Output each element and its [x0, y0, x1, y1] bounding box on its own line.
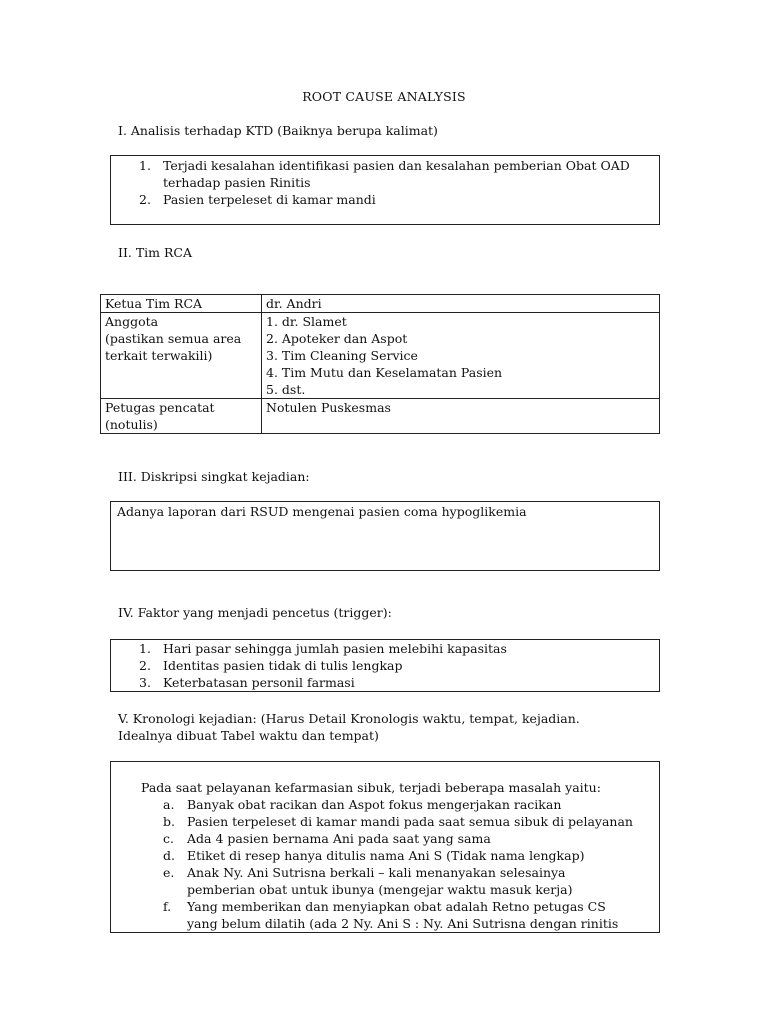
section-4-box	[110, 639, 660, 692]
list-item-text: Pasien terpeleset di kamar mandi	[163, 192, 376, 207]
rca-team-table	[100, 294, 660, 434]
section-2-heading: II. Tim RCA	[118, 245, 192, 260]
incident-description: Adanya laporan dari RSUD mengenai pasien coma hypoglikemia	[117, 504, 527, 519]
section-1-heading: I. Analisis terhadap KTD (Baiknya berupa kalimat)	[118, 123, 438, 138]
list-item: 2. Identitas pasien tidak di tulis lengkap	[139, 658, 403, 673]
list-item: b. Pasien terpeleset di kamar mandi pada saat semua sibuk di pelayanan	[163, 814, 633, 829]
section-5-box	[110, 761, 660, 933]
trigger-list	[111, 640, 659, 691]
section-3-heading: III. Diskripsi singkat kejadian:	[118, 469, 310, 484]
list-item: d. Etiket di resep hanya ditulis nama Ani S (Tidak nama lengkap)	[163, 848, 585, 863]
table-row	[101, 295, 660, 313]
list-item: e. Anak Ny. Ani Sutrisna berkali – kali menanyakan selesainya pemberian obat untuk ibunya (mengejar waktu masuk kerja)	[163, 865, 573, 897]
table-cell-value: dr. Andri	[262, 295, 660, 313]
chronology-intro: Pada saat pelayanan kefarmasian sibuk, terjadi beberapa masalah yaitu:	[141, 780, 601, 795]
table-row	[101, 313, 660, 399]
list-item: 1. Hari pasar sehingga jumlah pasien melebihi kapasitas	[139, 641, 507, 656]
section-4-heading: IV. Faktor yang menjadi pencetus (trigger):	[118, 605, 392, 620]
list-item: c. Ada 4 pasien bernama Ani pada saat yang sama	[163, 831, 491, 846]
table-cell-value: Notulen Puskesmas	[262, 399, 660, 434]
table-cell-value: 1. dr. Slamet 2. Apoteker dan Aspot 3. Tim Cleaning Service 4. Tim Mutu dan Keselamatan Pasien 5. dst.	[262, 313, 660, 399]
ktd-list	[111, 157, 659, 208]
list-item: 2. Pasien terpeleset di kamar mandi	[139, 192, 376, 207]
table-row	[101, 399, 660, 434]
list-item-text: Terjadi kesalahan identifikasi pasien dan kesalahan pemberian Obat OAD terhadap pasien Rinitis	[163, 158, 630, 190]
table-cell-label: Ketua Tim RCA	[101, 295, 262, 313]
section-5-heading-cont: Idealnya dibuat Tabel waktu dan tempat)	[118, 728, 379, 743]
list-item: 1. Terjadi kesalahan identifikasi pasien dan kesalahan pemberian Obat OAD terhadap pasien Rinitis	[139, 158, 630, 190]
list-item: a. Banyak obat racikan dan Aspot fokus mengerjakan racikan	[163, 797, 562, 812]
table-cell-label: Anggota (pastikan semua area terkait terwakili)	[101, 313, 262, 399]
section-5-heading: V. Kronologi kejadian: (Harus Detail Kronologis waktu, tempat, kejadian.	[118, 711, 580, 726]
table-cell-label: Petugas pencatat (notulis)	[101, 399, 262, 434]
section-1-box	[110, 155, 660, 225]
section-3-box	[110, 501, 660, 571]
chronology-list	[111, 796, 659, 932]
page-title: ROOT CAUSE ANALYSIS	[302, 89, 466, 104]
list-item: f. Yang memberikan dan menyiapkan obat adalah Retno petugas CS yang belum dilatih (ada 2 Ny. Ani S : Ny. Ani Sutrisna dengan rinitis	[163, 899, 619, 931]
list-item: 3. Keterbatasan personil farmasi	[139, 675, 355, 690]
